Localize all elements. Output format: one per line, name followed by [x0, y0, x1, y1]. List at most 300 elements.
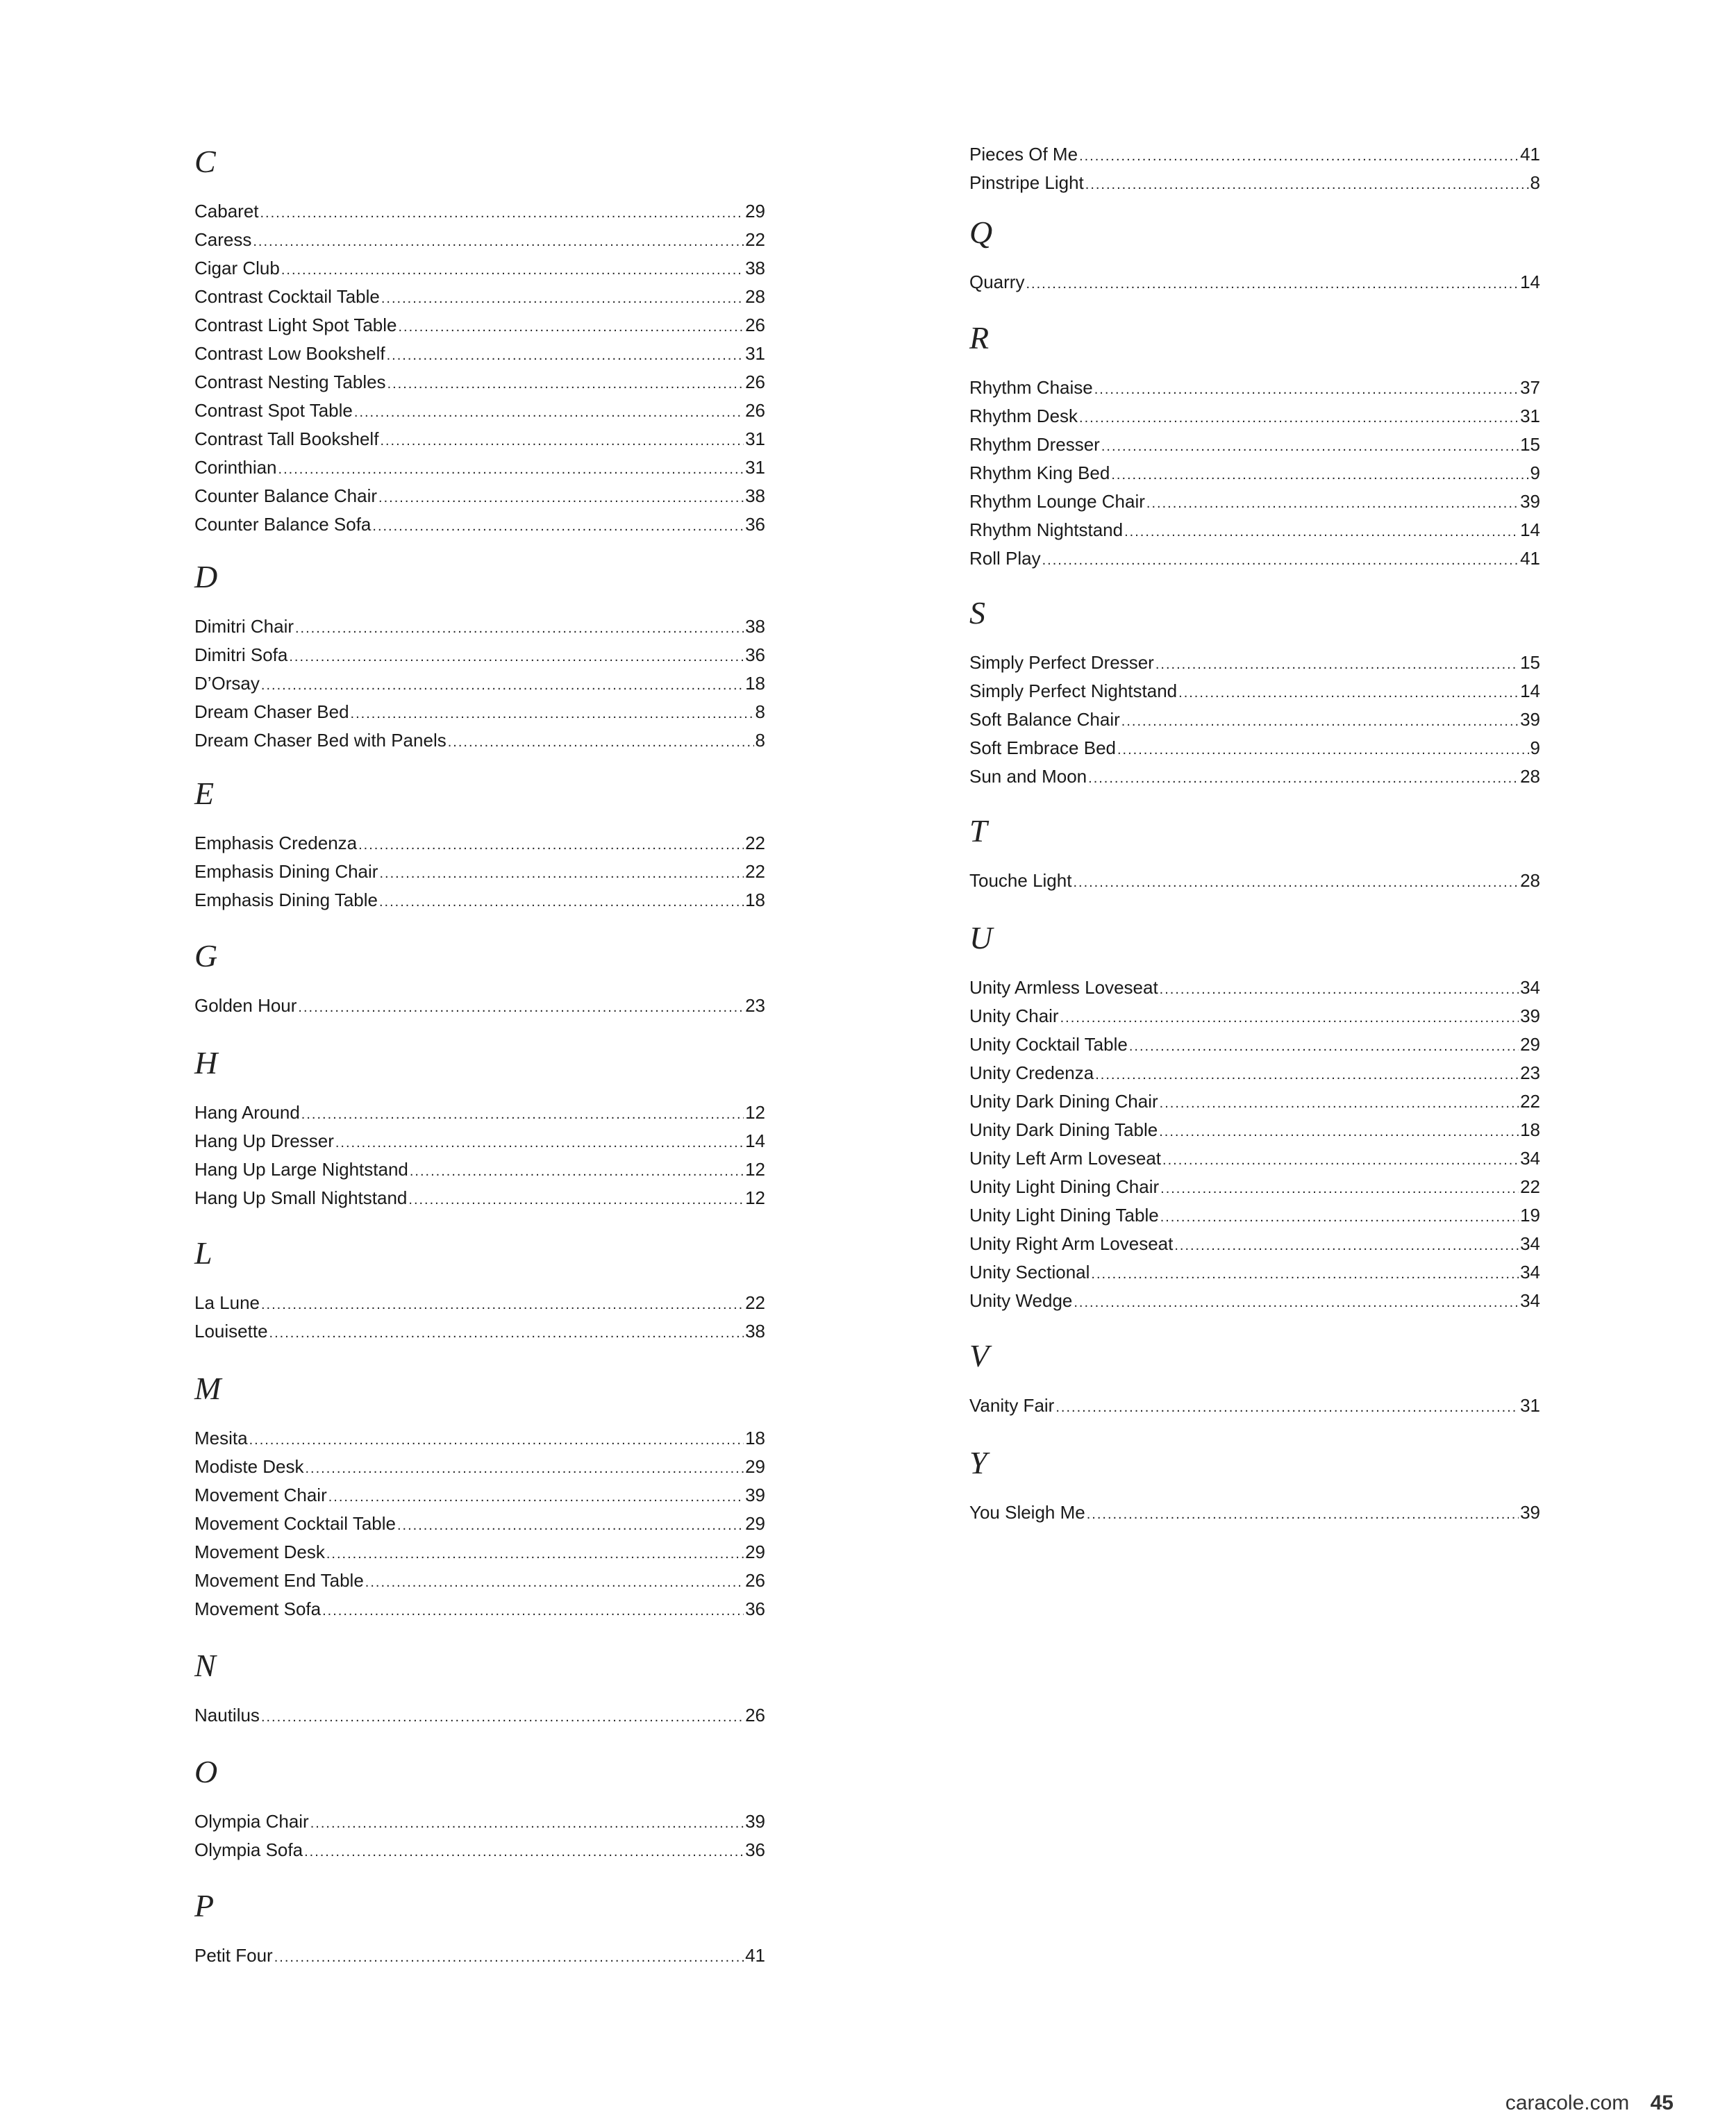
entry-page-number: 34 [1520, 1262, 1540, 1283]
entry-name: Unity Sectional [969, 1262, 1090, 1283]
dot-leader [1074, 1289, 1519, 1315]
dot-leader [269, 1319, 744, 1346]
index-entry [194, 886, 765, 914]
index-entry [194, 510, 765, 539]
entry-name: Rhythm Chaise [969, 377, 1093, 398]
entry-page-number: 26 [745, 315, 765, 335]
index-section [194, 144, 765, 539]
entry-name: Petit Four [194, 1945, 273, 1966]
section-letter: L [194, 1235, 212, 1271]
dot-leader [1160, 1089, 1519, 1116]
entry-page-number: 22 [745, 833, 765, 853]
entry-name: Soft Embrace Bed [969, 737, 1116, 758]
index-entry [194, 1127, 765, 1155]
entry-name: Roll Play [969, 548, 1041, 569]
index-entry [194, 197, 765, 226]
entry-name: Rhythm Nightstand [969, 519, 1124, 540]
section-letter: P [194, 1888, 215, 1923]
index-entry [194, 1289, 765, 1317]
entry-name: Emphasis Dining Table [194, 889, 378, 910]
index-entry [194, 1567, 765, 1595]
entry-name: Soft Balance Chair [969, 709, 1120, 730]
dot-leader [1159, 1118, 1519, 1144]
entry-page-number: 39 [1520, 709, 1540, 730]
entry-page-number: 29 [745, 201, 765, 222]
entry-name: Unity Chair [969, 1005, 1059, 1026]
dot-leader [408, 1186, 744, 1212]
dot-leader [306, 1455, 744, 1481]
dot-leader [1160, 976, 1519, 1002]
section-letter: C [194, 144, 216, 179]
entry-page-number: 14 [745, 1130, 765, 1151]
index-entry [969, 867, 1540, 895]
entry-name: Hang Up Dresser [194, 1130, 334, 1151]
dot-leader [1095, 1061, 1519, 1087]
dot-leader [281, 256, 744, 283]
entry-page-number: 41 [1520, 548, 1540, 569]
entry-name: Simply Perfect Nightstand [969, 680, 1178, 701]
entry-name: Quarry [969, 271, 1025, 292]
entry-name: Emphasis Credenza [194, 833, 358, 853]
dot-leader [304, 1838, 744, 1864]
dot-leader [326, 1540, 744, 1567]
index-entry [969, 374, 1540, 402]
dot-leader [1101, 433, 1519, 459]
index-entry [969, 705, 1540, 734]
dot-leader [1091, 1260, 1519, 1287]
dot-leader [378, 484, 744, 510]
entry-name: Pieces Of Me [969, 144, 1078, 165]
entry-page-number: 22 [1520, 1091, 1540, 1112]
entry-name: Modiste Desk [194, 1456, 304, 1477]
dot-leader [1155, 651, 1519, 677]
entry-page-number: 29 [745, 1456, 765, 1477]
dot-leader [372, 512, 744, 539]
index-section [969, 1339, 1540, 1420]
entry-name: Emphasis Dining Chair [194, 861, 378, 882]
entry-name: Hang Around [194, 1102, 300, 1123]
entry-name: Unity Right Arm Loveseat [969, 1233, 1174, 1254]
index-entry [194, 340, 765, 368]
index-entry [194, 641, 765, 669]
index-entry [969, 1498, 1540, 1527]
entry-page-number: 38 [745, 616, 765, 637]
section-letter: R [969, 320, 990, 356]
entry-name: Contrast Nesting Tables [194, 371, 386, 392]
section-letter: T [969, 813, 987, 849]
entry-page-number: 18 [745, 1428, 765, 1448]
dot-leader [381, 285, 744, 311]
entry-page-number: 18 [745, 673, 765, 694]
index-entry [969, 1173, 1540, 1201]
entry-name: Contrast Tall Bookshelf [194, 428, 379, 449]
entry-page-number: 12 [745, 1102, 765, 1123]
entry-name: Cigar Club [194, 258, 280, 278]
section-letter: N [194, 1648, 216, 1683]
entry-page-number: 15 [1520, 434, 1540, 455]
entry-page-number: 41 [1520, 144, 1540, 165]
entry-page-number: 22 [745, 1292, 765, 1313]
entry-name: Nautilus [194, 1705, 260, 1726]
entry-name: Louisette [194, 1321, 268, 1342]
entry-name: Unity Credenza [969, 1062, 1094, 1083]
entry-name: Dimitri Sofa [194, 644, 288, 665]
entry-name: Rhythm Dresser [969, 434, 1100, 455]
index-entry [969, 487, 1540, 516]
section-letter: E [194, 776, 215, 811]
entry-page-number: 8 [1530, 172, 1540, 193]
entry-page-number: 9 [1530, 737, 1540, 758]
entry-page-number: 31 [745, 428, 765, 449]
entry-page-number: 38 [745, 1321, 765, 1342]
dot-leader [1060, 1004, 1519, 1030]
entry-name: Touche Light [969, 870, 1072, 891]
entry-name: Movement Chair [194, 1485, 327, 1505]
entry-page-number: 28 [1520, 870, 1540, 891]
entry-name: Unity Left Arm Loveseat [969, 1148, 1162, 1169]
dot-leader [295, 615, 744, 641]
entry-page-number: 37 [1520, 377, 1540, 398]
dot-leader [379, 888, 744, 914]
index-section [194, 776, 765, 914]
index-entry [969, 516, 1540, 544]
entry-name: Vanity Fair [969, 1395, 1055, 1416]
section-letter: S [969, 595, 985, 630]
section-letter: M [194, 1371, 222, 1406]
index-entry [969, 649, 1540, 677]
dot-leader [1178, 679, 1519, 705]
section-letter: Q [969, 215, 993, 250]
index-entry [969, 1002, 1540, 1030]
entry-name: D’Orsay [194, 673, 260, 694]
index-entry [969, 459, 1540, 487]
index-entry [969, 169, 1540, 197]
index-entry [194, 1538, 765, 1567]
entry-page-number: 26 [745, 400, 765, 421]
entry-page-number: 34 [1520, 977, 1540, 998]
entry-page-number: 14 [1520, 680, 1540, 701]
index-entry [969, 1144, 1540, 1173]
entry-name: Dream Chaser Bed [194, 701, 349, 722]
entry-page-number: 8 [755, 730, 765, 751]
index-entry [969, 1201, 1540, 1230]
entry-name: Unity Light Dining Table [969, 1205, 1159, 1226]
entry-page-number: 9 [1530, 462, 1540, 483]
dot-leader [249, 1426, 744, 1453]
entry-page-number: 26 [745, 1705, 765, 1726]
entry-page-number: 23 [745, 995, 765, 1016]
entry-name: Unity Wedge [969, 1290, 1073, 1311]
index-section [194, 1648, 765, 1730]
dot-leader [351, 700, 754, 726]
index-entry [194, 1155, 765, 1184]
index-entry [194, 1424, 765, 1453]
index-entry [194, 992, 765, 1020]
entry-page-number: 18 [745, 889, 765, 910]
entry-page-number: 36 [745, 644, 765, 665]
dot-leader [1085, 171, 1529, 197]
index-entry [969, 544, 1540, 573]
dot-leader [1111, 461, 1528, 487]
footer-site: caracole.com [1505, 2091, 1630, 2114]
entry-name: Movement Cocktail Table [194, 1513, 396, 1534]
index-entry [194, 1807, 765, 1836]
dot-leader [289, 643, 744, 669]
dot-leader [1079, 142, 1519, 169]
section-letter: D [194, 559, 218, 594]
index-entry [194, 368, 765, 396]
dot-leader [1073, 869, 1519, 895]
dot-leader [379, 860, 744, 886]
dot-leader [261, 1291, 744, 1317]
index-section [194, 560, 765, 755]
dot-leader [274, 1944, 744, 1970]
entry-page-number: 31 [1520, 406, 1540, 426]
dot-leader [1160, 1175, 1519, 1201]
entry-page-number: 22 [745, 861, 765, 882]
entry-name: Simply Perfect Dresser [969, 652, 1154, 673]
index-entry [969, 1030, 1540, 1059]
entry-page-number: 36 [745, 514, 765, 535]
entry-name: Dimitri Chair [194, 616, 294, 637]
dot-leader [1042, 546, 1519, 573]
entry-page-number: 39 [1520, 491, 1540, 512]
entry-name: Olympia Sofa [194, 1839, 303, 1860]
entry-page-number: 34 [1520, 1148, 1540, 1169]
entry-page-number: 14 [1520, 271, 1540, 292]
index-entry [194, 669, 765, 698]
index-section [194, 939, 765, 1020]
entry-name: Contrast Low Bookshelf [194, 343, 385, 364]
index-entry [969, 1087, 1540, 1116]
index-section [969, 1446, 1540, 1527]
dot-leader [358, 831, 744, 858]
entry-name: Rhythm Lounge Chair [969, 491, 1145, 512]
dot-leader [354, 399, 744, 425]
dot-leader [253, 228, 744, 254]
entry-name: Unity Light Dining Chair [969, 1176, 1160, 1197]
index-section [969, 321, 1540, 573]
index-entry [969, 1059, 1540, 1087]
entry-name: Cabaret [194, 201, 259, 222]
page-footer [1505, 2091, 1674, 2115]
dot-leader [365, 1569, 744, 1595]
entry-page-number: 19 [1520, 1205, 1540, 1226]
entry-page-number: 38 [745, 485, 765, 506]
entry-page-number: 28 [745, 286, 765, 307]
entry-name: Caress [194, 229, 252, 250]
dot-leader [387, 370, 744, 396]
dot-leader [1124, 518, 1519, 544]
index-entry [969, 974, 1540, 1002]
entry-page-number: 22 [745, 229, 765, 250]
entry-page-number: 38 [745, 258, 765, 278]
entry-page-number: 34 [1520, 1233, 1540, 1254]
entry-page-number: 26 [745, 1570, 765, 1591]
entry-page-number: 39 [745, 1811, 765, 1832]
index-entry [194, 1317, 765, 1346]
dot-leader [1055, 1394, 1519, 1420]
index-entry [194, 254, 765, 283]
dot-leader [1146, 490, 1519, 516]
dot-leader [1117, 736, 1529, 762]
index-entry [969, 1258, 1540, 1287]
dot-leader [1094, 376, 1519, 402]
index-entry [194, 726, 765, 755]
index-section [194, 1889, 765, 1970]
dot-leader [1079, 404, 1519, 431]
dot-leader [380, 427, 744, 453]
entry-page-number: 31 [745, 343, 765, 364]
section-letter: V [969, 1338, 990, 1373]
entry-page-number: 36 [745, 1839, 765, 1860]
index-entry [969, 268, 1540, 296]
index-section [194, 1755, 765, 1864]
entry-page-number: 31 [745, 457, 765, 478]
index-section [969, 921, 1540, 1315]
dot-leader [260, 199, 744, 226]
entry-name: Pinstripe Light [969, 172, 1084, 193]
entry-name: Golden Hour [194, 995, 297, 1016]
index-section [969, 140, 1540, 197]
entry-name: Movement End Table [194, 1570, 364, 1591]
entry-name: Counter Balance Sofa [194, 514, 372, 535]
index-entry [194, 482, 765, 510]
entry-page-number: 23 [1520, 1062, 1540, 1083]
entry-name: La Lune [194, 1292, 260, 1313]
dot-leader [298, 994, 744, 1020]
entry-name: Movement Sofa [194, 1598, 322, 1619]
entry-name: Olympia Chair [194, 1811, 309, 1832]
index-entry [194, 396, 765, 425]
index-section [969, 596, 1540, 791]
dot-leader [261, 671, 744, 698]
index-entry [194, 425, 765, 453]
index-entry [969, 762, 1540, 791]
entry-page-number: 12 [745, 1187, 765, 1208]
entry-name: Hang Up Small Nightstand [194, 1187, 408, 1208]
index-entry [194, 311, 765, 340]
dot-leader [1026, 270, 1519, 296]
entry-page-number: 41 [745, 1945, 765, 1966]
index-entry [969, 431, 1540, 459]
entry-page-number: 31 [1520, 1395, 1540, 1416]
index-entry [969, 402, 1540, 431]
entry-page-number: 15 [1520, 652, 1540, 673]
dot-leader [398, 313, 744, 340]
entry-name: Rhythm King Bed [969, 462, 1110, 483]
index-entry [194, 1836, 765, 1864]
dot-leader [1129, 1033, 1519, 1059]
index-section [969, 814, 1540, 895]
entry-page-number: 26 [745, 371, 765, 392]
dot-leader [387, 342, 744, 368]
dot-leader [1160, 1203, 1519, 1230]
index-entry [194, 858, 765, 886]
entry-name: Hang Up Large Nightstand [194, 1159, 408, 1180]
dot-leader [335, 1129, 744, 1155]
index-entry [194, 1481, 765, 1510]
entry-name: Rhythm Desk [969, 406, 1078, 426]
entry-name: Corinthian [194, 457, 277, 478]
index-section [194, 1046, 765, 1212]
index-entry [194, 698, 765, 726]
entry-name: Unity Armless Loveseat [969, 977, 1158, 998]
index-entry [194, 283, 765, 311]
entry-page-number: 36 [745, 1598, 765, 1619]
entry-name: Unity Dark Dining Table [969, 1119, 1158, 1140]
entry-name: Movement Desk [194, 1542, 325, 1562]
entry-page-number: 12 [745, 1159, 765, 1180]
entry-page-number: 29 [1520, 1034, 1540, 1055]
entry-name: Counter Balance Chair [194, 485, 378, 506]
index-entry [194, 1701, 765, 1730]
page-number: 45 [1650, 2091, 1674, 2114]
entry-page-number: 8 [755, 701, 765, 722]
section-letter: Y [969, 1445, 987, 1480]
entry-page-number: 29 [745, 1513, 765, 1534]
entry-name: Unity Cocktail Table [969, 1034, 1128, 1055]
index-entry [194, 1510, 765, 1538]
dot-leader [278, 456, 744, 482]
index-entry [969, 1392, 1540, 1420]
entry-page-number: 28 [1520, 766, 1540, 787]
entry-name: Contrast Cocktail Table [194, 286, 380, 307]
entry-name: Mesita [194, 1428, 248, 1448]
section-letter: U [969, 920, 993, 955]
dot-leader [1174, 1232, 1519, 1258]
entry-name: Contrast Spot Table [194, 400, 353, 421]
index-entry [969, 1230, 1540, 1258]
index-entry [194, 1453, 765, 1481]
entry-page-number: 39 [1520, 1502, 1540, 1523]
index-entry [194, 226, 765, 254]
index-entry [194, 829, 765, 858]
entry-page-number: 34 [1520, 1290, 1540, 1311]
dot-leader [322, 1597, 744, 1623]
dot-leader [1162, 1146, 1519, 1173]
entry-page-number: 39 [1520, 1005, 1540, 1026]
index-entry [194, 1184, 765, 1212]
dot-leader [328, 1483, 744, 1510]
index-entry [194, 1941, 765, 1970]
index-section [194, 1371, 765, 1623]
entry-page-number: 14 [1520, 519, 1540, 540]
entry-name: Sun and Moon [969, 766, 1087, 787]
dot-leader [448, 728, 754, 755]
index-entry [194, 453, 765, 482]
section-letter: H [194, 1045, 218, 1080]
dot-leader [1087, 1501, 1519, 1527]
dot-leader [1088, 765, 1519, 791]
index-entry [194, 612, 765, 641]
entry-page-number: 29 [745, 1542, 765, 1562]
entry-page-number: 39 [745, 1485, 765, 1505]
index-section [969, 215, 1540, 296]
index-entry [969, 1116, 1540, 1144]
dot-leader [301, 1101, 744, 1127]
index-entry [194, 1595, 765, 1623]
section-letter: O [194, 1754, 218, 1789]
dot-leader [410, 1158, 744, 1184]
index-entry [969, 677, 1540, 705]
index-entry [969, 1287, 1540, 1315]
index-section [194, 1236, 765, 1346]
dot-leader [310, 1810, 744, 1836]
entry-name: Dream Chaser Bed with Panels [194, 730, 446, 751]
entry-name: Unity Dark Dining Chair [969, 1091, 1158, 1112]
index-entry [969, 734, 1540, 762]
